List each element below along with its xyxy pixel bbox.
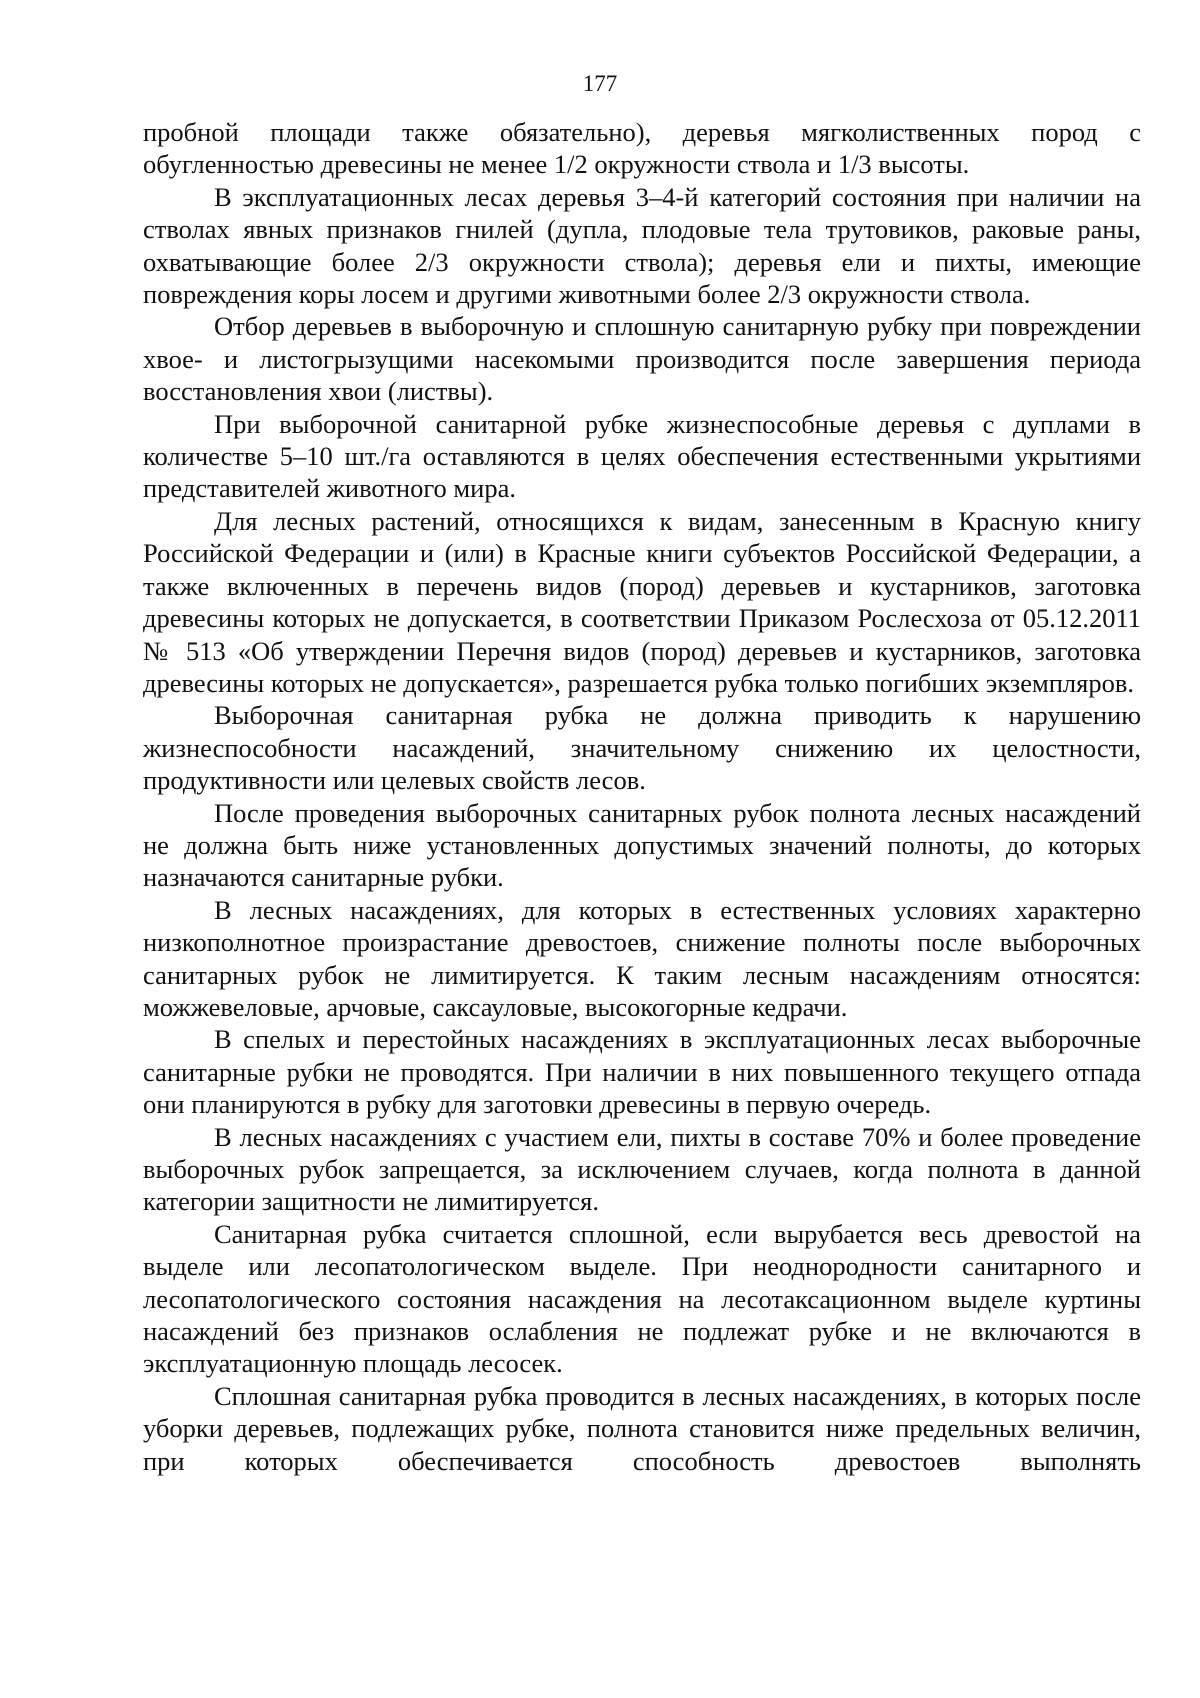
paragraph: Выборочная санитарная рубка не должна приводить к нарушению жизнеспособности насаждений, значительному снижению их целостности, продуктивности или целевых свойств лесов. xyxy=(143,700,1141,796)
paragraph: Санитарная рубка считается сплошной, если вырубается весь древостой на выделе или лесопатологическом выделе. При неоднородности санитарного и лесопатологического состояния насаждения на лесотаксационном выделе куртины насаждений без признаков ослабления не подлежат рубке и не включаются в эксплуатационную площадь лесосек. xyxy=(143,1218,1141,1379)
paragraph: В лесных насаждениях, для которых в естественных условиях характерно низкополнотное произрастание древостоев, снижение полноты после выборочных санитарных рубок не лимитируется. К таким лесным насаждениям относятся: можжевеловые, арчовые, саксауловые, высокогорные кедрачи. xyxy=(143,894,1141,1022)
paragraph: В лесных насаждениях с участием ели, пихты в составе 70% и более проведение выборочных рубок запрещается, за исключением случаев, когда полнота в данной категории защитности не лимитируется. xyxy=(143,1121,1141,1217)
paragraph: пробной площади также обязательно), деревья мягколиственных пород с обугленностью древесины не менее 1/2 окружности ствола и 1/3 высоты. xyxy=(143,117,1141,180)
page-body xyxy=(143,116,1141,1477)
page-number: 177 xyxy=(582,71,618,96)
paragraph: В спелых и перестойных насаждениях в эксплуатационных лесах выборочные санитарные рубки не проводятся. При наличии в них повышенного текущего отпада они планируются в рубку для заготовки древесины в первую очередь. xyxy=(143,1024,1141,1120)
paragraph: Сплошная санитарная рубка проводится в лесных насаждениях, в которых после уборки деревьев, подлежащих рубке, полнота становится ниже предельных величин, при которых обеспечивается способность древостоев выполнять xyxy=(143,1380,1141,1476)
paragraph: При выборочной санитарной рубке жизнеспособные деревья с дуплами в количестве 5–10 шт./га оставляются в целях обеспечения естественными укрытиями представителей животного мира. xyxy=(143,408,1141,504)
paragraph: Для лесных растений, относящихся к видам, занесенным в Красную книгу Российской Федерации и (или) в Красные книги субъектов Российской Федерации, а также включенных в перечень видов (пород) деревьев и кустарников, заготовка древесины которых не допускается, в соответствии Приказом Рослесхоза от 05.12.2011 № 513 «Об утверждении Перечня видов (пород) деревьев и кустарников, заготовка древесины которых не допускается», разрешается рубка только погибших экземпляров. xyxy=(143,505,1141,698)
paragraph: Отбор деревьев в выборочную и сплошную санитарную рубку при повреждении хвое- и листогрызущими насекомыми производится после завершения периода восстановления хвои (листвы). xyxy=(143,311,1141,407)
paragraph: В эксплуатационных лесах деревья 3–4-й категорий состояния при наличии на стволах явных признаков гнилей (дупла, плодовые тела трутовиков, раковые раны, охватывающие более 2/3 окружности ствола); деревья ели и пихты, имеющие повреждения коры лосем и другими животными более 2/3 окружности ствола. xyxy=(143,181,1141,310)
paragraph: После проведения выборочных санитарных рубок полнота лесных насаждений не должна быть ниже установленных допустимых значений полноты, до которых назначаются санитарные рубки. xyxy=(143,797,1141,893)
